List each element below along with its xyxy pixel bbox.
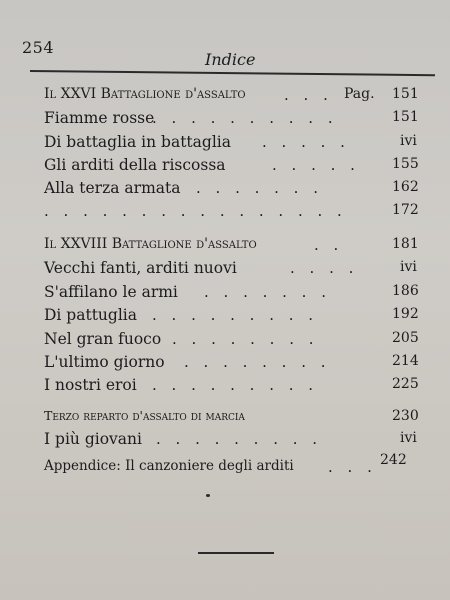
toc-leader-dots: . . . . <box>290 259 359 277</box>
toc-leader-dots: . . <box>314 236 344 254</box>
toc-entry <box>0 259 450 281</box>
toc-entry-title: S'affilano le armi <box>44 283 178 301</box>
toc-entry-page: 205 <box>392 330 419 346</box>
toc-entry-title: Appendice: Il canzoniere degli arditi <box>44 458 294 474</box>
toc-entry-page: ivi <box>400 259 417 275</box>
toc-entry <box>0 202 450 224</box>
toc-entry-page: 225 <box>392 376 419 392</box>
toc-entry-page: ivi <box>400 133 417 149</box>
running-head: Indice <box>205 50 256 69</box>
toc-entry-title: Il XXVI Battaglione d'assalto <box>44 86 246 102</box>
toc-entry-page: ivi <box>400 430 417 446</box>
toc-entry-page: 214 <box>392 353 419 369</box>
toc-leader-dots: . . . <box>284 86 333 104</box>
toc-leader-dots: . . . . . <box>262 133 350 151</box>
toc-entry-title: Fiamme rosse <box>44 109 155 127</box>
toc-entry-title: Terzo reparto d'assalto di marcia <box>44 408 245 423</box>
toc-entry-page: 151 <box>392 109 419 125</box>
toc-leader-dots: . . . . . <box>272 156 360 174</box>
toc-entry <box>0 133 450 155</box>
toc-entry-page: 162 <box>392 179 419 195</box>
toc-entry <box>0 306 450 328</box>
toc-entry-title: Di battaglia in battaglia <box>44 133 231 151</box>
toc-entry-page: 242 <box>380 452 407 468</box>
toc-pag-label: Pag. <box>344 86 375 102</box>
toc-entry-page: 186 <box>392 283 419 299</box>
toc-entry-title: Il XXVIII Battaglione d'assalto <box>44 236 257 252</box>
toc-entry-page: 192 <box>392 306 419 322</box>
toc-entry-page: 151 <box>392 86 419 102</box>
page-number: 254 <box>22 38 55 57</box>
toc-entry-section-xxvi <box>0 86 450 108</box>
toc-entry <box>0 283 450 305</box>
toc-leader-dots: . . . . . . . . . <box>152 376 319 394</box>
toc-entry <box>0 156 450 178</box>
toc-leader-dots: . . . . . . . . <box>172 330 319 348</box>
toc-leader-dots: . . . . . . . . . . . . . . . . <box>44 202 347 220</box>
toc-leader-dots: . . . . . . . . . <box>156 430 323 448</box>
toc-entry-title: I nostri eroi <box>44 376 137 394</box>
toc-entry-page: 172 <box>392 202 419 218</box>
toc-entry <box>0 330 450 352</box>
end-rule <box>198 552 274 554</box>
toc-entry <box>0 430 450 452</box>
toc-entry <box>0 179 450 201</box>
toc-entry-title: Di pattuglia <box>44 306 137 324</box>
toc-entry <box>0 109 450 131</box>
toc-entry <box>0 376 450 398</box>
toc-entry-appendix <box>0 452 450 480</box>
toc-entry-page: 181 <box>392 236 419 252</box>
toc-entry-title: I più giovani <box>44 430 142 448</box>
toc-entry-title: L'ultimo giorno <box>44 353 165 371</box>
toc-entry-title: Gli arditi della riscossa <box>44 156 226 174</box>
toc-entry-section-terzo <box>0 408 450 430</box>
ink-speck <box>206 494 210 497</box>
toc-entry <box>0 353 450 375</box>
toc-leader-dots: . . . <box>328 458 377 476</box>
toc-entry-section-xxviii <box>0 236 450 258</box>
toc-leader-dots: . . . . . . . . <box>184 353 331 371</box>
toc-leader-dots: . . . . . . . <box>196 179 323 197</box>
toc-leader-dots: . . . . . . . . . . <box>152 109 338 127</box>
toc-entry-page: 155 <box>392 156 419 172</box>
toc-entry-title: Vecchi fanti, arditi nuovi <box>44 259 237 277</box>
toc-leader-dots: . . . . . . . <box>204 283 331 301</box>
toc-leader-dots: . . . . . . . . . <box>152 306 319 324</box>
toc-entry-page: 230 <box>392 408 419 424</box>
toc-entry-title: Nel gran fuoco <box>44 330 162 348</box>
toc-entry-title: Alla terza armata <box>44 179 181 197</box>
